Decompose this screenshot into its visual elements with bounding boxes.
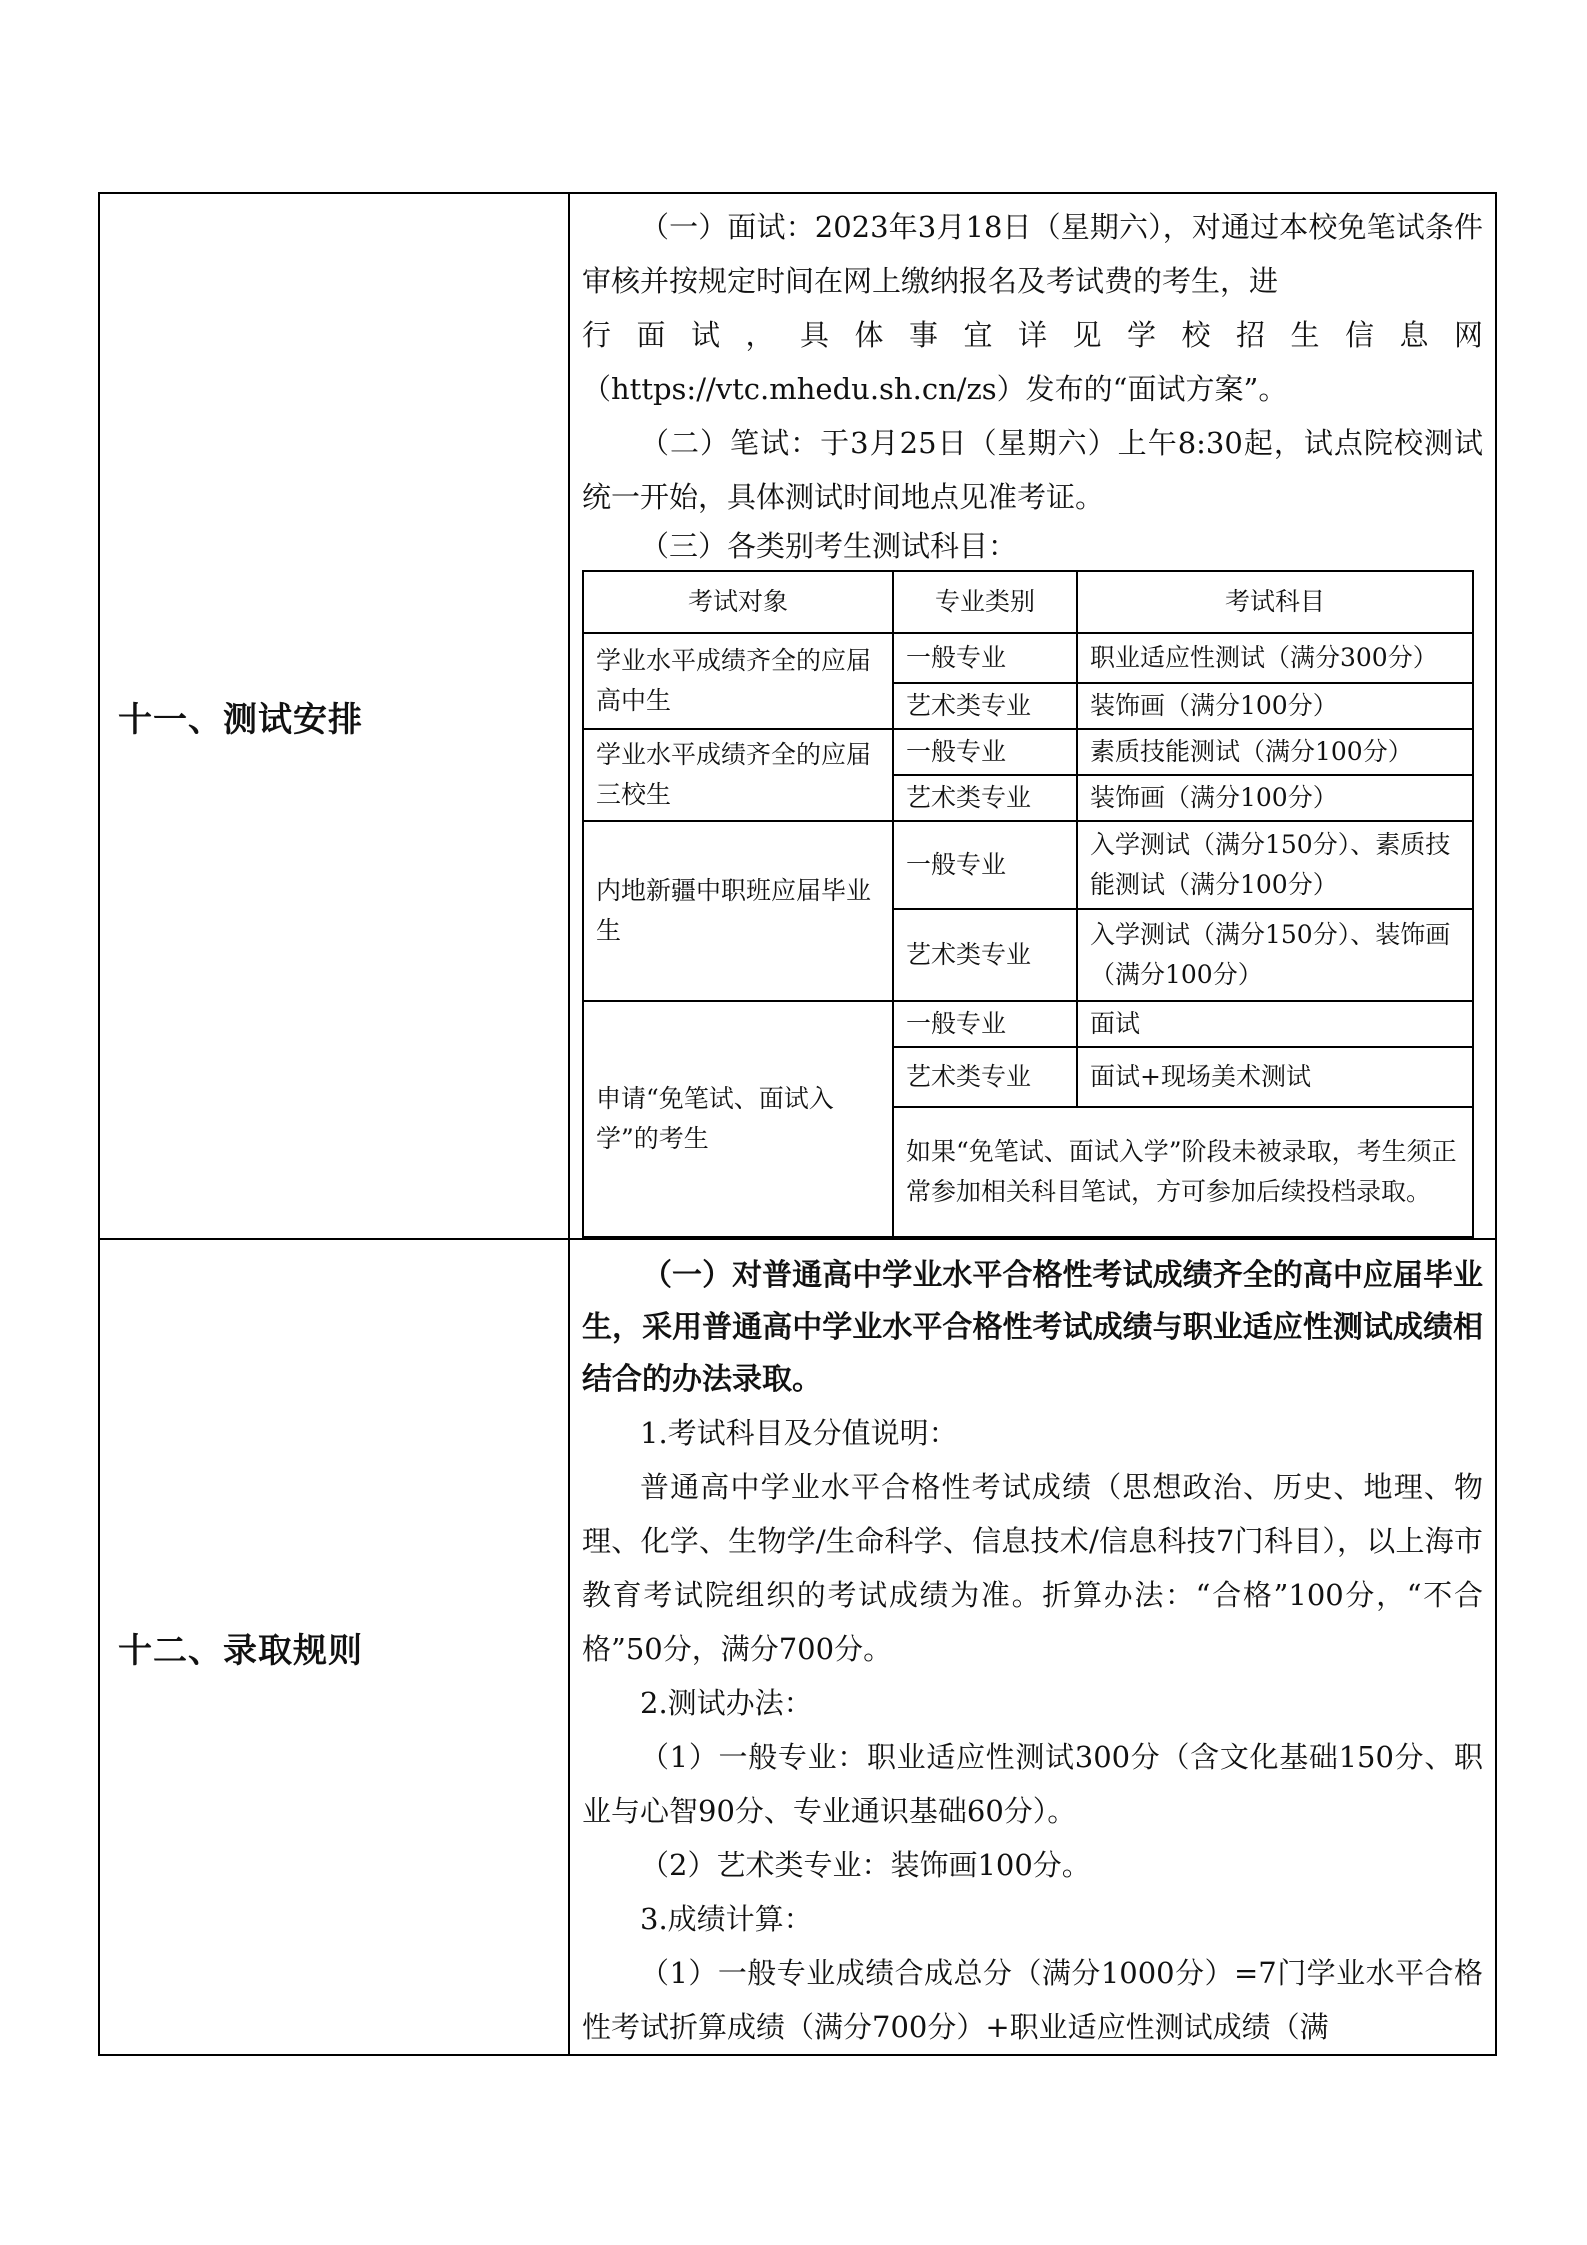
subject-cell: 面试+现场美术测试 — [1077, 1047, 1473, 1107]
paragraph-written-test: （二）笔试：于3月25日（星期六）上午8:30起，试点院校测试统一开始，具体测试时间地点见准考证。 — [582, 426, 1483, 514]
paragraph-interview: （一）面试：2023年3月18日（星期六），对通过本校免笔试条件审核并按规定时间在网上缴纳报名及考试费的考生，进 — [582, 210, 1483, 298]
table-row — [583, 729, 1473, 775]
table-row — [583, 1001, 1473, 1047]
category-cell: 艺术类专业 — [893, 909, 1077, 1001]
paragraph-test-method-heading: 2.测试办法： — [640, 1686, 813, 1720]
subject-cell: 装饰画（满分100分） — [1077, 775, 1473, 821]
header-subject: 考试科目 — [1077, 571, 1473, 633]
paragraph-general-major: （1）一般专业：职业适应性测试300分（含文化基础150分、职业与心智90分、专业通识基础60分）。 — [582, 1740, 1483, 1828]
section-content-test-arrangement — [569, 193, 1496, 1239]
table-header-row — [583, 571, 1473, 633]
target-cell: 学业水平成绩齐全的应届三校生 — [583, 729, 893, 821]
category-cell: 一般专业 — [893, 729, 1077, 775]
note-cell: 如果“免笔试、面试入学”阶段未被录取，考生须正常参加相关科目笔试，方可参加后续投档录取。 — [893, 1107, 1473, 1237]
paragraph-score-calc-general: （1）一般专业成绩合成总分（满分1000分）=7门学业水平合格性考试折算成绩（满分700分）+职业适应性测试成绩（满 — [582, 1956, 1483, 2044]
test-subjects-table — [582, 570, 1474, 1238]
section-label-admission-rules: 十二、录取规则 — [99, 1239, 569, 2055]
category-cell: 一般专业 — [893, 821, 1077, 909]
paragraph-score-calc-heading: 3.成绩计算： — [640, 1902, 813, 1936]
header-target: 考试对象 — [583, 571, 893, 633]
section-content-admission-rules — [569, 1239, 1496, 2055]
admission-info-table — [98, 192, 1497, 2056]
category-cell: 一般专业 — [893, 633, 1077, 683]
table-row — [583, 821, 1473, 909]
subject-cell: 入学测试（满分150分）、装饰画（满分100分） — [1077, 909, 1473, 1001]
subject-cell: 职业适应性测试（满分300分） — [1077, 633, 1473, 683]
section-row-admission-rules — [99, 1239, 1496, 2055]
paragraph-art-major: （2）艺术类专业：装饰画100分。 — [640, 1848, 1091, 1882]
subject-cell: 装饰画（满分100分） — [1077, 683, 1473, 729]
subject-cell: 面试 — [1077, 1001, 1473, 1047]
paragraph-admission-method: （一）对普通高中学业水平合格性考试成绩齐全的高中应届毕业生，采用普通高中学业水平合格性考试成绩与职业适应性测试成绩相结合的办法录取。 — [582, 1258, 1483, 1397]
section-label-test-arrangement: 十一、测试安排 — [99, 193, 569, 1239]
category-cell: 一般专业 — [893, 1001, 1077, 1047]
target-cell: 申请“免笔试、面试入学”的考生 — [583, 1001, 893, 1237]
paragraph-subjects-scores: 普通高中学业水平合格性考试成绩（思想政治、历史、地理、物理、化学、生物学/生命科学、信息技术/信息科技7门科目），以上海市教育考试院组织的考试成绩为准。折算办法：“合格”100分，“不合格”50分，满分700分。 — [582, 1470, 1483, 1666]
category-cell: 艺术类专业 — [893, 683, 1077, 729]
subject-cell: 素质技能测试（满分100分） — [1077, 729, 1473, 775]
paragraph-subjects-intro: （三）各类别考生测试科目： — [640, 529, 1018, 563]
target-cell: 学业水平成绩齐全的应届高中生 — [583, 633, 893, 729]
category-cell: 艺术类专业 — [893, 1047, 1077, 1107]
table-row — [583, 633, 1473, 683]
subject-cell: 入学测试（满分150分）、素质技能测试（满分100分） — [1077, 821, 1473, 909]
paragraph-interview-link: （https://vtc.mhedu.sh.cn/zs）发布的“面试方案”。 — [582, 372, 1288, 406]
section-row-test-arrangement — [99, 193, 1496, 1239]
target-cell: 内地新疆中职班应届毕业生 — [583, 821, 893, 1001]
paragraph-subjects-scores-heading: 1.考试科目及分值说明： — [640, 1416, 958, 1450]
paragraph-interview-details: 行面试，具体事宜详见学校招生信息网 — [582, 318, 1483, 352]
category-cell: 艺术类专业 — [893, 775, 1077, 821]
header-category: 专业类别 — [893, 571, 1077, 633]
